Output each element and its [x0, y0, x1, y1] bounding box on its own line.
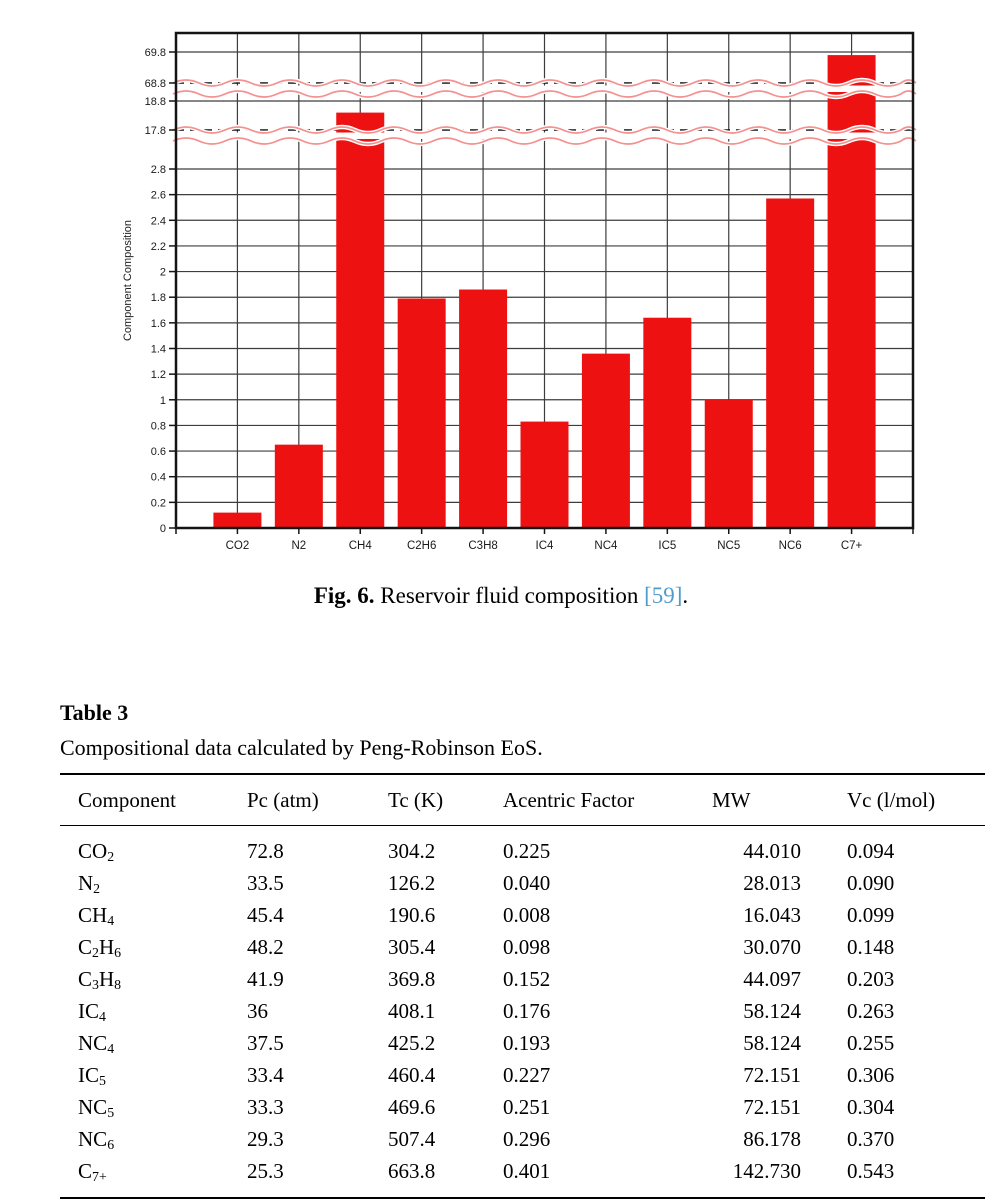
cell-acentric-factor: 0.225	[503, 839, 551, 863]
table-row	[60, 826, 985, 868]
cell-vc: 0.304	[847, 1095, 895, 1119]
cell-tc: 460.4	[388, 1063, 436, 1087]
column-header-tc: Tc (K)	[388, 774, 503, 826]
component-text: C	[78, 1159, 93, 1183]
bar-CO2	[213, 513, 261, 528]
y-tick-label: 1.8	[150, 292, 166, 305]
component-text: NC	[78, 1127, 108, 1151]
component-text: IC	[78, 1063, 99, 1087]
y-tick-label: 0.4	[150, 471, 166, 484]
cell-component	[60, 963, 247, 995]
cell-tc: 369.8	[388, 967, 436, 991]
column-header-comp: Component	[60, 774, 247, 826]
component-subscript: 4	[99, 1009, 106, 1025]
cell-tc: 126.2	[388, 871, 436, 895]
cell-vc: 0.306	[847, 1063, 895, 1087]
y-tick-label: 1.4	[150, 343, 166, 356]
y-tick-label: 1.2	[150, 369, 166, 382]
component-text: N	[78, 871, 94, 895]
column-header-vc: Vc (l/mol)	[817, 774, 985, 826]
cell-mw: 58.124	[743, 1031, 801, 1055]
cell-acentric-factor: 0.296	[503, 1127, 551, 1151]
component-text: NC	[78, 1031, 108, 1055]
cell-component	[60, 826, 247, 868]
cell-pc: 29.3	[247, 1127, 284, 1151]
cell-vc: 0.255	[847, 1031, 895, 1055]
x-tick-label-NC6: NC6	[778, 540, 802, 552]
table-row	[60, 1059, 985, 1091]
cell-mw: 142.730	[732, 1159, 801, 1183]
component-subscript: 2	[92, 945, 99, 961]
table-row	[60, 867, 985, 899]
figure-caption-period: .	[682, 583, 689, 608]
cell-vc: 0.370	[847, 1127, 895, 1151]
y-tick-label: 0	[159, 523, 166, 535]
y-tick-label: 1	[159, 394, 166, 407]
cell-pc: 48.2	[247, 935, 284, 959]
column-header-af: Acentric Factor	[503, 774, 712, 826]
cell-mw: 58.124	[743, 999, 801, 1023]
bar-IC4	[521, 422, 569, 528]
component-subscript: 8	[114, 977, 122, 993]
y-tick-label: 18.8	[144, 96, 166, 108]
x-tick-label-CO2: CO2	[225, 540, 250, 552]
cell-mw: 72.151	[743, 1095, 801, 1119]
table-row	[60, 931, 985, 963]
cell-acentric-factor: 0.251	[503, 1095, 551, 1119]
cell-tc: 425.2	[388, 1031, 436, 1055]
bar-C2H6	[398, 298, 446, 528]
table-row	[60, 1027, 985, 1059]
cell-tc: 408.1	[388, 999, 436, 1023]
component-subscript: 5	[107, 1105, 115, 1121]
table-row	[60, 1091, 985, 1123]
cell-acentric-factor: 0.227	[503, 1063, 551, 1087]
component-text: NC	[78, 1095, 108, 1119]
cell-tc: 663.8	[388, 1159, 436, 1183]
bar-NC4	[582, 354, 630, 528]
component-text: C	[78, 935, 93, 959]
x-tick-label-NC4: NC4	[594, 540, 618, 552]
component-text: H	[98, 935, 115, 959]
x-tick-label-N2: N2	[291, 540, 307, 552]
y-tick-label: 2.2	[150, 240, 166, 253]
column-header-mw: MW	[712, 774, 817, 826]
table-row	[60, 995, 985, 1027]
cell-pc: 25.3	[247, 1159, 284, 1183]
cell-vc: 0.543	[847, 1159, 895, 1183]
cell-component	[60, 1027, 247, 1059]
cell-acentric-factor: 0.008	[503, 903, 551, 927]
cell-vc: 0.094	[847, 839, 895, 863]
cell-pc: 33.4	[247, 1063, 284, 1087]
cell-mw: 44.097	[743, 967, 801, 991]
cell-pc: 72.8	[247, 839, 284, 863]
table-3-block	[60, 699, 985, 1199]
x-tick-label-C7+: C7+	[840, 540, 863, 552]
bar-N2	[275, 445, 323, 528]
cell-mw: 16.043	[743, 903, 801, 927]
table-title: Table 3	[60, 700, 129, 725]
cell-acentric-factor: 0.040	[503, 871, 551, 895]
cell-acentric-factor: 0.176	[503, 999, 551, 1023]
bar-C3H8	[459, 290, 507, 528]
y-tick-label: 2.6	[150, 189, 166, 202]
y-tick-label: 2	[159, 266, 166, 279]
component-subscript: 6	[107, 1137, 115, 1153]
y-tick-label: 17.8	[144, 125, 166, 137]
component-subscript: 6	[114, 945, 122, 961]
cell-tc: 469.6	[388, 1095, 436, 1119]
cell-component	[60, 1123, 247, 1155]
table-row	[60, 963, 985, 995]
cell-tc: 305.4	[388, 935, 436, 959]
y-tick-label: 0.6	[150, 446, 166, 459]
component-text: CO	[78, 839, 108, 863]
cell-mw: 28.013	[743, 871, 801, 895]
y-tick-label: 0.8	[150, 420, 166, 433]
cell-pc: 36	[247, 999, 268, 1023]
cell-tc: 190.6	[388, 903, 436, 927]
cell-mw: 86.178	[743, 1127, 801, 1151]
x-tick-label-IC4: IC4	[535, 540, 554, 552]
cell-acentric-factor: 0.401	[503, 1159, 551, 1183]
component-subscript: 4	[107, 1041, 115, 1057]
bar-NC5	[705, 400, 753, 528]
cell-acentric-factor: 0.193	[503, 1031, 551, 1055]
y-tick-label: 1.6	[150, 317, 166, 330]
table-row	[60, 899, 985, 931]
component-subscript: 2	[93, 881, 101, 897]
cell-vc: 0.148	[847, 935, 895, 959]
component-text: CH	[78, 903, 108, 927]
x-tick-label-C2H6: C2H6	[406, 540, 437, 552]
cell-mw: 72.151	[743, 1063, 801, 1087]
table-subtitle: Compositional data calculated by Peng-Robinson EoS.	[60, 735, 543, 760]
component-text: IC	[78, 999, 99, 1023]
figure-caption-label: Fig. 6.	[313, 583, 375, 608]
bar-CH4	[336, 113, 384, 528]
component-subscript: 7+	[92, 1169, 107, 1185]
cell-component	[60, 931, 247, 963]
component-text: H	[98, 967, 115, 991]
x-tick-label-IC5: IC5	[658, 540, 677, 552]
y-tick-label: 69.8	[144, 47, 166, 59]
cell-pc: 45.4	[247, 903, 284, 927]
component-subscript: 5	[99, 1073, 106, 1089]
cell-vc: 0.090	[847, 871, 895, 895]
cell-acentric-factor: 0.152	[503, 967, 551, 991]
cell-component	[60, 867, 247, 899]
cell-mw: 44.010	[743, 839, 801, 863]
figure-caption-text: Reservoir fluid composition	[374, 583, 645, 608]
component-subscript: 2	[107, 849, 115, 865]
y-tick-label: 68.8	[144, 78, 166, 90]
x-tick-label-C3H8: C3H8	[468, 540, 498, 552]
cell-pc: 33.5	[247, 871, 284, 895]
cell-mw: 30.070	[743, 935, 801, 959]
component-subscript: 4	[107, 913, 115, 929]
cell-component	[60, 899, 247, 931]
cell-acentric-factor: 0.098	[503, 935, 551, 959]
figure-caption	[0, 581, 1002, 611]
bar-IC5	[643, 318, 691, 528]
x-tick-label-CH4: CH4	[348, 540, 372, 552]
composition-chart-figure	[0, 0, 1002, 565]
table-row	[60, 1123, 985, 1155]
citation-link[interactable]: [59]	[644, 583, 683, 608]
component-text: C	[78, 967, 93, 991]
component-subscript: 3	[92, 977, 99, 993]
y-tick-label: 2.8	[150, 164, 166, 176]
cell-component	[60, 1059, 247, 1091]
composition-bar-chart	[0, 0, 1002, 565]
x-tick-label-NC5: NC5	[717, 540, 741, 552]
table-row	[60, 1155, 985, 1198]
cell-pc: 41.9	[247, 967, 284, 991]
y-axis-title: Component Composition	[122, 219, 134, 342]
compositional-data-table	[60, 773, 985, 1199]
y-tick-label: 2.4	[150, 215, 166, 228]
cell-pc: 33.3	[247, 1095, 284, 1119]
column-header-pc: Pc (atm)	[247, 774, 388, 826]
cell-vc: 0.203	[847, 967, 895, 991]
cell-component	[60, 1155, 247, 1198]
cell-component	[60, 1091, 247, 1123]
cell-vc: 0.099	[847, 903, 895, 927]
table-header-row	[60, 774, 985, 826]
cell-tc: 507.4	[388, 1127, 436, 1151]
cell-component	[60, 995, 247, 1027]
cell-tc: 304.2	[388, 839, 436, 863]
cell-pc: 37.5	[247, 1031, 284, 1055]
cell-vc: 0.263	[847, 999, 895, 1023]
y-tick-label: 0.2	[150, 497, 166, 510]
bar-NC6	[766, 198, 814, 528]
